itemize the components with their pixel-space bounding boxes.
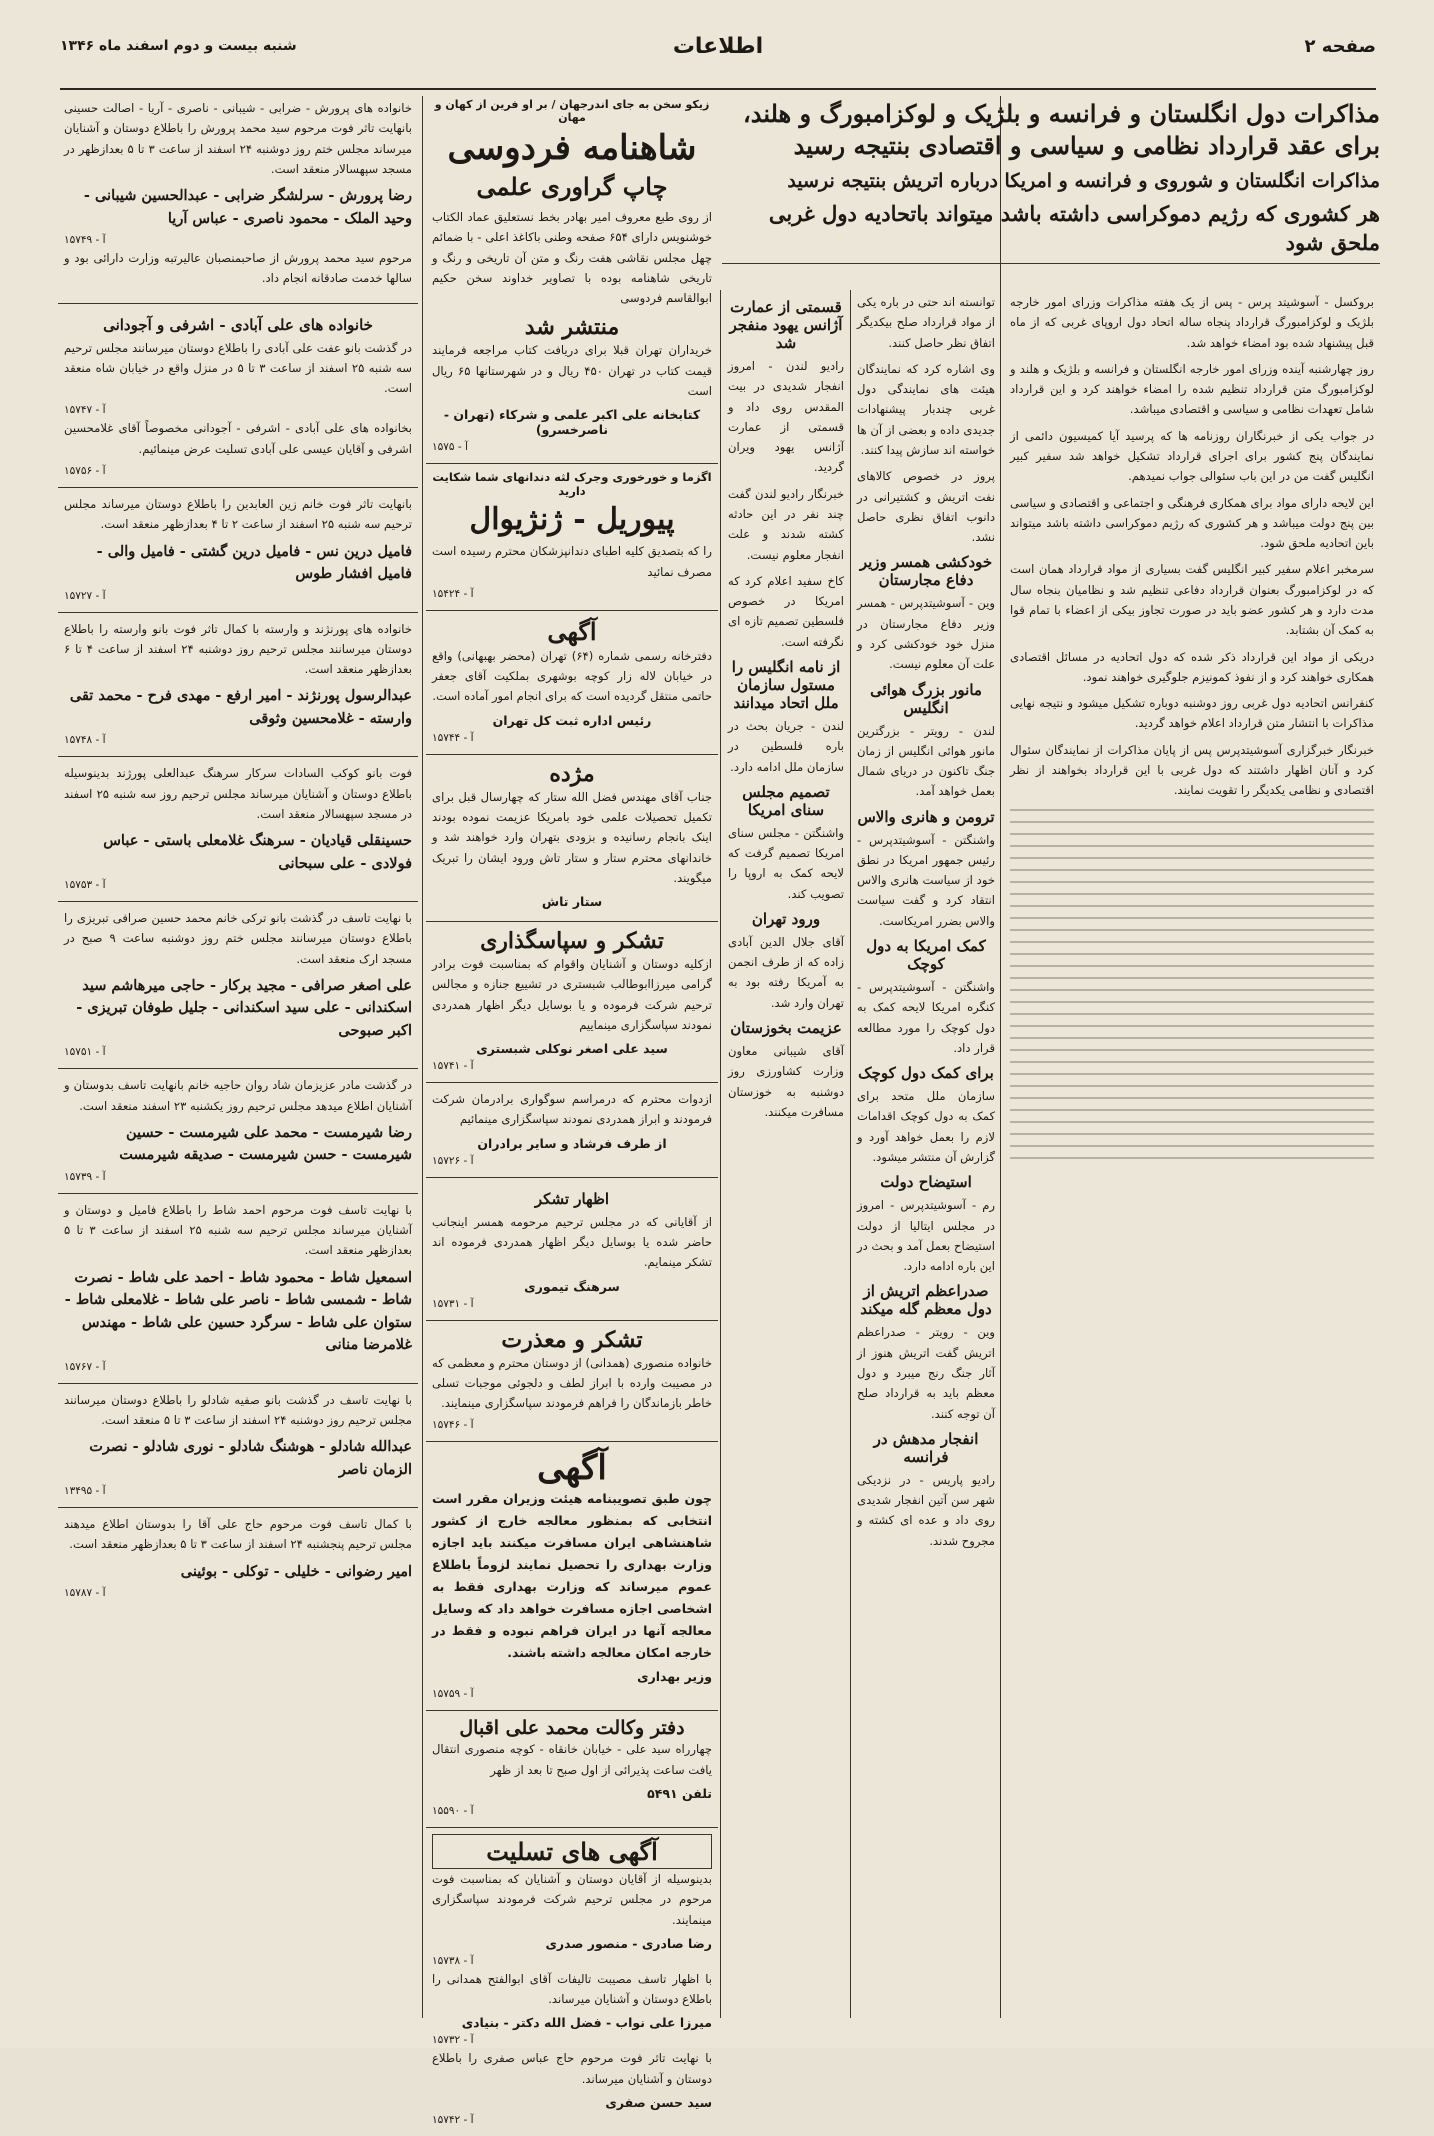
obituary-names: رضا پرورش - سرلشگر ضرابی - عبدالحسین شیبانی - وحید الملک - محمود ناصری - عباس آریا: [83, 187, 412, 227]
ad-code: آ - ۱۵۷۴۷: [64, 404, 106, 417]
obituary-text: در گذشت مادر عزیزمان شاد روان حاجیه خانم بانهایت تاسف بدوستان و آشنایان اطلاع میدهد مجلس ترحیم روز یکشنبه ۲۳ اسفند منعقد است.: [64, 1078, 412, 1113]
lead-paragraph: روز چهارشنبه آینده وزرای امور خارجه انگلستان و فرانسه و بلژیک و هلند و لوکزامبورگ متن قرارداد تنظیم شده را امضاء خواهند کرد و این قرارداد شامل تعهدات نظامی و سیاسی و اقتصادی میباشد.: [1010, 361, 1374, 417]
news-headline: مانور بزرگ هوائی انگلیس: [870, 680, 982, 717]
notice-text: ازدوات محترم که درمراسم سوگواری برادرمان شرکت فرمودند و ابراز همدردی نمودند سپاسگزاری مینمائیم: [432, 1092, 712, 1127]
lead-paragraph: این لایحه دارای مواد برای همکاری فرهنگی و اجتماعی و اقتصادی و سیاسی بین پنج دولت میباشد و هر کشوری که رژیم دموکراسی داشته باشد میتواند باین اتحادیه ملحق شود.: [1010, 495, 1374, 551]
notice-text: چون طبق تصویبنامه هیئت وزیران مقرر است انتخابی که بمنظور معالجه خارج از کشور شاهنشاهی ایران مسافرت میکنند باید اجازه وزارت بهداری را تحصیل نمایند لزوماً باطلاع عموم میرساند که وزارت بهداری فقط به اشخاصی اجازه مسافرت خواهد داد که وسایل معالجه آنها در ایران فراهم نبوده و فقط در خارجه امکان معالجه داشته باشند.: [432, 1491, 712, 1660]
page-number: صفحه ۲: [1304, 36, 1376, 57]
ad-phone: تلفن ۵۴۹۱: [647, 1786, 712, 1801]
obituary-notice: [58, 1194, 418, 1384]
ad-code: آ - ۱۵۷۴۴: [432, 731, 474, 744]
notice-text: با اظهار تاسف مصیبت تالیفات آقای ابوالفتح همدانی را باطلاع دوستان و آشنایان میرساند.: [432, 1971, 712, 2007]
obituary-notice: [58, 1069, 418, 1194]
ad-code: آ - ۱۵۷۴۶: [432, 1419, 474, 1432]
notice-text: خانواده منصوری (همدانی) از دوستان محترم و معظمی که در مصیبت وارده با ابراز لطف و دلجوئی موجبات تسلی خاطر بازماندگان را فراهم فرمودند سپاسگزاری مینمایند.: [432, 1355, 712, 1411]
notice-title: تشکر و معذرت: [501, 1326, 643, 1353]
notice-signature: میرزا علی نواب - فضل الله دکتر - بنیادی: [461, 2015, 712, 2031]
news-headline: ترومن و هانری والاس: [857, 807, 995, 826]
news-headline: عزیمت بخوزستان: [730, 1019, 842, 1038]
obituary-notice: [58, 1384, 418, 1509]
lead-paragraph: در جواب یکی از خبرنگاران روزنامه ها که پرسید آیا کمیسیون دائمی از نمایندگان پنج کشور برای اجرای قرارداد تشکیل خواهد شد سفیر کبیر انگلیس گفت من در این باب سئوالی جواب نمیدهم.: [1010, 428, 1374, 484]
news-paragraph: واشنگتن - مجلس سنای امریکا تصمیم گرفت که لایحه کمک به اروپا را تصویب کند.: [728, 825, 844, 901]
notice-thanks: [426, 922, 718, 1083]
notice-health-ministry: [426, 1442, 718, 1711]
news-column-b: [853, 292, 999, 2020]
ad-code: آ - ۱۵۷۵۶: [64, 465, 106, 478]
ad-code: آ - ۱۵۷۴۹: [64, 234, 106, 247]
obituary-text: بانهایت تاثر فوت خانم زین العابدین را باطلاع دوستان میرساند مجلس ترحیم سه شنبه ۲۵ اسفند از ساعت ۲ تا ۴ بعدازظهر منعقد است.: [64, 497, 412, 532]
lead-paragraph: خبرنگار خبرگزاری آسوشیتدپرس پس از پایان مذاکرات از نمایندگان سئوال کرد و آنان اظهار داشتند که دول غربی با این قرارداد بخواهند از نظر اقتصادی و نظامی یکدیگر را تقویت نمایند.: [1010, 742, 1374, 798]
lead-paragraph: بروکسل - آسوشیتد پرس - پس از یک هفته مذاکرات وزرای امور خارجه بلژیک و لوکزامبورگ قرارداد پنجاه ساله اتحاد دول اروپای غربی که از ماه قبل پیشنهاد شده بود امضاء خواهد شد.: [1010, 295, 1374, 350]
notice-text: بدینوسیله از آقایان دوستان و آشنایان که بمناسبت فوت مرحوم در مجلس ترحیم شرکت فرمودند سپاسگزاری مینمایند.: [432, 1872, 712, 1927]
news-headline: استیضاح دولت: [880, 1173, 972, 1192]
obituary-names: عبدالله شادلو - هوشنگ شادلو - نوری شادلو - نصرت الزمان ناصر: [89, 1438, 412, 1478]
lead-story-body: [1004, 292, 1380, 2020]
notice-title: آگهی: [547, 616, 597, 646]
notice-good-news: [426, 755, 718, 922]
news-paragraph: پروز در خصوص کالاهای نفت اتریش و کشتیرانی در دانوب اتفاق نظری حاصل نشد.: [857, 469, 995, 545]
lead-headline: مذاکرات دول انگلستان و فرانسه و بلژیک و لوکزامبورگ و هلند، برای عقد قرارداد نظامی و سیاسی و اقتصادی بنتیجه رسید: [743, 99, 1380, 161]
notice-title: مژده: [549, 760, 595, 787]
ad-publisher: کتابخانه علی اکبر علمی و شرکاء (تهران - ناصرخسرو): [443, 407, 701, 438]
obituary-text: در گذشت بانو عفت علی آبادی را باطلاع دوستان میرسانند مجلس ترحیم سه شنبه ۲۵ اسفند از ساعت ۳ تا ۵ در منزل واقع در خیابان شاه منعقد است.: [64, 340, 413, 396]
news-paragraph: خبرنگار رادیو لندن گفت چند نفر در این حادثه کشته شدند و علت انفجار معلوم نیست.: [728, 486, 844, 562]
notice-title: تشکر و سپاسگذاری: [480, 928, 664, 955]
lead-paragraph: سرمخبر اعلام سفیر کبیر انگلیس گفت بسیاری از مواد قرارداد همان است که در لوکزامبورگ بعنوان قرارداد دفاعی تنظیم شد و نظامیان بنجاه سال مدت دارد و هر کشور عضو باید در صورت تجاوز بیکی از اعضاء با تمام قوا به کمک آن بشتابد.: [1010, 562, 1374, 638]
obituary-text: با نهایت تاسف در گذشت بانو صفیه شادلو را باطلاع دوستان میرسانند مجلس ترحیم روز دوشنبه ۲۴ اسفند از ساعت ۳ تا ۵ منعقد است.: [64, 1392, 412, 1427]
obituary-text: فوت بانو کوکب السادات سرکار سرهنگ عبدالعلی پورژند بدینوسیله باطلاع دوستان و آشنایان میرساند مجلس ترحیم روز سه شنبه ۲۵ اسفند در مسجد سپهسالار منعقد است.: [64, 766, 413, 821]
news-paragraph: سازمان ملل متحد برای کمک به دول کوچک اقدامات لازم را بعمل خواهد آورد و گزارش آن منتشر میشود.: [857, 1089, 995, 1164]
column-rule: [850, 290, 851, 2018]
obituary-names: فامیل درین نس - فامیل درین گشتی - فامیل والی - فامیل افشار طوس: [96, 542, 412, 583]
notice-signature: وزیر بهداری: [637, 1669, 712, 1685]
notice-title: اظهار تشکر: [534, 1189, 610, 1208]
column-rule: [1000, 96, 1001, 2018]
news-paragraph: لندن - رویتر - بزرگترین مانور هوائی انگلیس از زمان جنگ تاکنون در دریای شمال بعمل خواهد آمد.: [857, 723, 995, 799]
ad-code: آ - ۱۵۷۳۹: [64, 1170, 106, 1183]
obituary-text: خانواده های پورنژند و وارسته با کمال تاثر فوت بانو وارسته را باطلاع دوستان میرسانند مجلس ترحیم روز دوشنبه ۲۴ اسفند از ساعت ۴ تا ۶ بعدازظهر منعقد است.: [64, 621, 412, 677]
obituary-text: خانواده های پرورش - ضرابی - شیبانی - ناصری - آریا - اصالت حسینی بانهایت تاثر فوت مرحوم سید محمد پرورش را باطلاع دوستان و آشنایان میرساند مجلس ختم روز دوشنبه ۲۴ اسفند از ساعت ۳ تا ۵ بعدازظهر در مسجد سپهسالار منعقد است.: [64, 101, 412, 176]
ad-pyorrhea: [426, 464, 718, 611]
news-headline: ورود تهران: [751, 909, 821, 928]
obituary-names: عبدالرسول پورنژند - امیر ارفع - مهدی فرح - محمد تقی وارسته - غلامحسین وثوقی: [69, 687, 412, 727]
ad-code: آ - ۱۵۷۵۳: [64, 879, 106, 892]
obituary-names: رضا شیرمست - محمد علی شیرمست - حسین شیرمست - حسن شیرمست - صدیقه شیرمست: [119, 1123, 412, 1164]
notice-text: دفترخانه رسمی شماره (۶۴) تهران (محضر بهبهانی) واقع در خیابان لاله زار کوچه بوشهری بملکیت آقای جعفر حاتمی منتقل گردیده است که برای انجام امور آماده است.: [432, 648, 713, 704]
obituary-notice: [58, 304, 418, 488]
column-rule: [422, 96, 423, 2018]
obituary-notice: [58, 613, 418, 758]
ad-code: آ - ۱۵۷۳۱: [432, 1297, 474, 1310]
ad-title: دفتر وکالت محمد علی اقبال: [459, 1717, 685, 1740]
notice-signature: رئیس اداره ثبت کل تهران: [492, 712, 652, 728]
ad-code: آ - ۱۵۷۶۷: [64, 1360, 106, 1373]
section-title: آگهی های تسلیت: [432, 1834, 712, 1869]
news-paragraph: لندن - جریان بحث در باره فلسطین در سازمان ملل ادامه دارد.: [728, 718, 844, 774]
ad-lawyer-office: [426, 1711, 718, 1828]
news-headline: تصمیم مجلس سنای امریکا: [742, 782, 830, 819]
ad-code: آ - ۱۵۷۵: [432, 441, 468, 454]
news-paragraph: آقای جلال الدین آبادی زاده که از طرف انجمن به آمریکا رفته بود به تهران وارد شد.: [728, 934, 844, 1010]
ads-column-center: [426, 92, 718, 2126]
obituary-text: بخانواده های علی آبادی - اشرفی - آجودانی مخصوصاً آقای غلامحسین اشرفی و آقایان عیسی علی آبادی تسلیت عرض مینمائیم.: [64, 421, 412, 456]
obituary-names: اسمعیل شاط - محمود شاط - احمد علی شاط - نصرت شاط - شمسی شاط - ناصر علی شاط - غلامعلی شاط - ستوان علی شاط - سرگرد حسین علی شاط - مهندس غلامرضا منانی: [64, 1268, 412, 1354]
notice-signature: ستار تاش: [541, 894, 603, 910]
notice-text: از آقایانی که در مجلس ترحیم مرحومه همسر اینجانب حاضر شده یا بوسایل دیگر اظهار همدردی فرموده اند تشکر مینمایم.: [432, 1214, 712, 1270]
notice-title: آگهی: [537, 1448, 607, 1489]
obituary-text: با نهایت تاسف در گذشت بانو ترکی خانم محمد حسین صرافی تبریزی را باطلاع دوستان میرسانند مجلس ختم روز دوشنبه ساعت ۹ صبح در مسجد ارک منعقد است.: [64, 911, 412, 966]
obituary-notice: [58, 902, 418, 1069]
news-headline: برای کمک دول کوچک: [858, 1064, 994, 1083]
notice-thanks-2: [426, 1083, 718, 1178]
notice-apology: [426, 1321, 718, 1443]
ad-shahnameh: [426, 92, 718, 464]
notice-signature: رضا صادری - منصور صدری: [545, 1935, 712, 1951]
notice-signature: سید حسن صفری: [605, 2094, 712, 2110]
newspaper-name: اطلاعات: [672, 34, 764, 59]
obituary-names: علی اصغر صرافی - مجید برکار - حاجی میرهاشم سید اسکندانی - علی سید اسکندانی - جلیل طوفان تبریزی - اکبر صبوحی: [76, 976, 412, 1039]
ad-code: آ - ۱۵۷۳۸: [432, 1954, 474, 1967]
lead-story-header: [722, 92, 1380, 292]
obituary-names: امیر رضوانی - خلیلی - توکلی - بوئینی: [180, 1562, 412, 1580]
news-paragraph: رادیو لندن - امروز انفجار شدیدی در بیت المقدس روی داد و قسمتی از عمارت آژانس یهود ویران گردید.: [728, 359, 844, 475]
ad-text: از روی طبع معروف امیر بهادر بخط نستعلیق عماد الکتاب خوشنویس دارای ۶۵۴ صفحه وطنی باکاغذ اعلی - با ضمائم چهل مجلس نقاشی هفت رنگ و متن آن تاریخی و رنگ و تاریخی شاهنامه بوده با تصاویر خداوند سخن حکیم ابوالقاسم فردوسی: [432, 210, 713, 306]
news-headline: قسمتی از عمارت آژانس یهود منفجر شد: [729, 298, 843, 352]
obituary-column: [58, 92, 418, 2020]
ad-code: آ - ۱۵۷۲۷: [64, 589, 106, 602]
news-paragraph: رادیو پاریس - در نزدیکی شهر سن آتین انفجار شدیدی روی داد و عده ای کشته و مجروح شدند.: [857, 1472, 995, 1548]
ad-title: شاهنامه فردوسی: [447, 128, 697, 168]
ad-title: پیوریل - ژنژیوال: [469, 502, 675, 538]
ad-kicker: اگزما و خورخوری وجرک لثه دندانهای شما شکایت دارید: [432, 470, 712, 499]
ad-code: آ - ۱۵۷۴۲: [432, 2113, 474, 2126]
obituary-names: حسینقلی قیادیان - سرهنگ غلامعلی باستی - عباس فولادی - علی سبحانی: [103, 832, 412, 872]
news-paragraph: وی اشاره کرد که نمایندگان هیئت های نمایندگی دول غربی چندبار پیشنهادات جدیدی داده و بعضی از آن ها خواسته اند سازش پیدا کنند.: [857, 361, 995, 457]
lead-subhead-2: هر کشوری که رژیم دموکراسی داشته باشد میتواند باتحادیه دول غربی ملحق شود: [722, 200, 1380, 264]
obituary-notice: [58, 488, 418, 613]
notice-gratitude: [426, 1178, 718, 1321]
news-paragraph: واشنگتن - آسوشیتدپرس - رئیس جمهور امریکا در نطق خود از سیاست هانری والاس انتقاد کرد و گفت سیاست والاس بضرر امریکاست.: [857, 832, 995, 928]
ad-code: آ - ۱۵۷۲۶: [432, 1154, 474, 1167]
ad-code: آ - ۱۵۷۸۷: [64, 1587, 106, 1600]
ad-kicker: زیکو سخن به جای اندرجهان / بر او فرین از کهان و مهان: [434, 98, 710, 124]
lead-subhead-1: مذاکرات انگلستان و شوروی و فرانسه و امریکا درباره اتریش بنتیجه نرسید: [787, 169, 1380, 192]
news-paragraph: آقای شیبانی معاون وزارت کشاورزی روز دوشنبه به خوزستان مسافرت میکنند.: [728, 1044, 844, 1119]
news-paragraph: رم - آسوشیتدپرس - امروز در مجلس ایتالیا از دولت استیضاح بعمل آمد و بحث در این باره ادامه دارد.: [857, 1198, 995, 1274]
lead-paragraph: کنفرانس اتحادیه دول غربی روز دوشنبه دوباره تشکیل میشود و نتیجه نهایی مذاکرات با انتشار متن قرارداد اعلام خواهد گردید.: [1010, 696, 1374, 731]
obituary-text: با کمال تاسف فوت مرحوم حاج علی آقا را بدوستان اطلاع میدهند مجلس ترحیم پنجشنبه ۲۴ اسفند از ساعت ۳ تا ۵ بعدازظهر منعقد است.: [64, 1517, 412, 1552]
news-paragraph: وین - رویتر - صدراعظم اتریش گفت اتریش هنوز از آثار جنگ رنج میبرد و دول معظم باید به قرارداد صلح آن توجه کنند.: [857, 1325, 995, 1421]
text-filler: [1010, 809, 1374, 1159]
ad-text: را که بتصدیق کلیه اطبای دندانپزشکان محترم رسیده است مصرف نمائید: [432, 544, 712, 579]
ad-code: آ - ۱۵۷۵۱: [64, 1046, 106, 1059]
ad-code: آ - ۱۵۴۲۴: [432, 587, 474, 600]
obituary-title: خانواده های علی آبادی - اشرفی و آجودانی: [103, 315, 373, 334]
notice-text: ازکلیه دوستان و آشنایان واقوام که بمناسبت فوت برادر گرامی میرزاابوطالب شبستری در تشییع جنازه و مجالس ترحیم شرکت فرموده و یا بوسایل دیگر اظهار همدردی نمودند سپاسگزاری مینماییم: [432, 957, 712, 1032]
news-headline: کمک امریکا به دول کوچک: [866, 937, 986, 974]
news-paragraph: کاخ سفید اعلام کرد که امریکا در خصوص فلسطین تصمیم تازه ای نگرفته است.: [728, 573, 844, 649]
news-headline: انفجار مدهش در فرانسه: [873, 1429, 979, 1466]
ad-code: آ - ۱۵۷۴۸: [64, 734, 106, 747]
issue-date: شنبه بیست و دوم اسفند ماه ۱۳۴۶: [60, 38, 297, 54]
condolence-section: [426, 1828, 718, 2136]
notice-signature: سید علی اصغر نوکلی شبستری: [476, 1041, 668, 1057]
ad-code: آ - ۱۵۵۹۰: [432, 1805, 474, 1817]
obituary-text: با نهایت تاسف فوت مرحوم احمد شاط را باطلاع فامیل و دوستان و آشنایان میرساند مجلس ترحیم سه شنبه ۲۵ اسفند از ساعت ۳ تا ۵ بعدازظهر منعقد است.: [64, 1202, 412, 1258]
news-paragraph: واشنگتن - آسوشیتدپرس - کنگره امریکا لایحه کمک به دول کوچک را مورد مطالعه قرار داد.: [857, 980, 995, 1055]
page-header: [60, 28, 1376, 90]
news-headline: خودکشی همسر وزیر دفاع مجارستان: [859, 553, 993, 590]
obituary-notice: [58, 92, 418, 304]
ad-text: خریداران تهران قبلا برای دریافت کتاب مراجعه فرمایند قیمت کتاب در تهران ۴۵۰ ریال و در شهرستانها ۶۵ ریال است: [432, 343, 712, 398]
notice-registry: [426, 611, 718, 755]
lead-paragraph: دریکی از مواد این قرارداد ذکر شده که دول اتحادیه در مسائل اقتصادی همکاری خواهند کرد و از نفوذ کمونیزم جلوگیری خواهند نمود.: [1010, 649, 1374, 684]
news-column-c: [724, 292, 848, 2020]
ad-code: آ - ۱۵۷۵۹: [432, 1688, 474, 1701]
obituary-text: مرحوم سید محمد پرورش از صاحبمنصبان عالیرتبه وزارت دارائی بود و سالها خدمت صادقانه انجام داد.: [64, 251, 412, 286]
news-headline: از نامه انگلیس را مستول سازمان ملل اتحاد میدانند: [731, 657, 841, 712]
notice-text: با نهایت تاثر فوت مرحوم حاج عباس صفری را باطلاع دوستان و آشنایان میرساند.: [432, 2051, 712, 2086]
notice-signature: سرهنگ تیموری: [524, 1278, 620, 1294]
ad-published: منتشر شد: [524, 314, 620, 341]
news-paragraph: وین - آسوشیتدپرس - همسر وزیر دفاع مجارستان در منزل خود خودکشی کرد و علت آن معلوم نیست.: [857, 596, 995, 672]
ad-subtitle: چاپ گراوری علمی: [476, 172, 668, 201]
column-rule: [720, 290, 721, 2018]
ad-code: آ - ۱۵۷۴۱: [432, 1060, 474, 1073]
ad-text: چهارراه سید علی - خیابان خانقاه - کوچه منصوری انتقال یافت ساعت پذیرائی از اول صبح تا بعد از ظهر: [432, 1742, 712, 1777]
obituary-notice: [58, 1508, 418, 1609]
notice-signature: از طرف فرشاد و سایر برادران: [477, 1135, 667, 1151]
obituary-notice: [58, 757, 418, 902]
ad-code: آ - ۱۳۴۹۵: [64, 1485, 106, 1498]
ad-code: آ - ۱۵۷۳۲: [432, 2034, 474, 2047]
news-paragraph: توانسته اند حتی در باره یکی از مواد قرارداد صلح بیکدیگر اتفاق نظر حاصل کنند.: [857, 295, 995, 350]
notice-text: جناب آقای مهندس فضل الله ستار که چهارسال قبل برای تکمیل تحصیلات علمی خود بامریکا عزیمت نموده بودند اینک بانجام رسانیده و بزودی بتهران وارد خواهند شد و خاندانهای محترم ستار و ستار تاش ورود ایشان را تبریک میگویند.: [432, 789, 712, 885]
news-headline: صدراعظم اتریش از دول معظم گله میکند: [860, 1282, 992, 1319]
